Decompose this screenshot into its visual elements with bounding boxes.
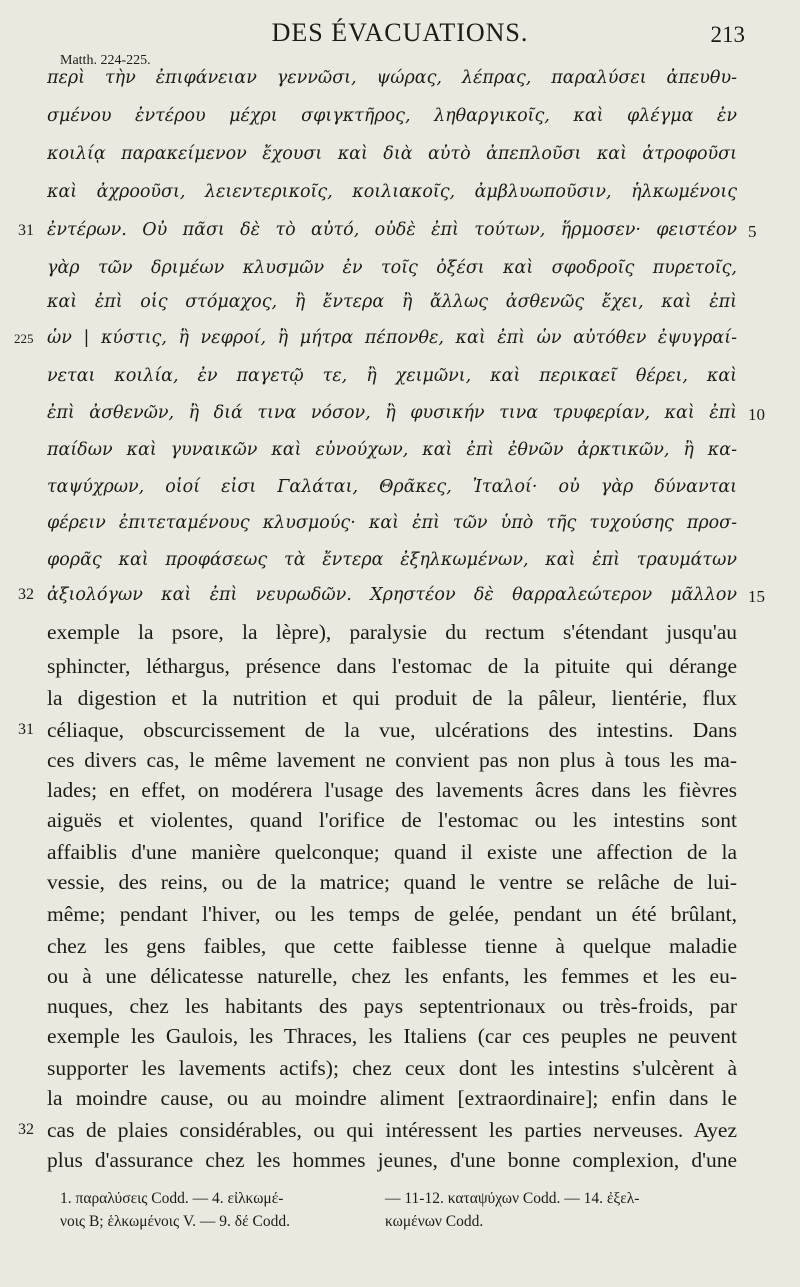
- french-line: vessie, des reins, ou de la matrice; quand le ventre se relâche de lui-: [47, 870, 737, 894]
- french-line: cas de plaies considérables, ou qui intéressent les parties nerveuses. Ayez: [47, 1118, 737, 1142]
- french-line: exemple les Gaulois, les Thraces, les Italiens (car ces peuples ne peuvent: [47, 1024, 737, 1048]
- page-number: 213: [710, 22, 745, 47]
- footnote-line: — 11-12. καταψύχων Codd. — 14. ἐξελ-: [385, 1190, 640, 1207]
- french-line: chez les gens faibles, que cette faiblesse tienne à quelque maladie: [47, 934, 737, 958]
- margin-line-number: 10: [748, 405, 765, 424]
- french-line: ou à une délicatesse naturelle, chez les enfants, les femmes et les eu-: [47, 964, 737, 988]
- greek-line: φορᾶς καὶ προφάσεως τὰ ἔντερα ἐξηλκωμένων, καὶ ἐπὶ τραυμάτων: [47, 550, 737, 570]
- greek-line: παίδων καὶ γυναικῶν καὶ εὐνούχων, καὶ ἐπὶ ἐθνῶν ἀρκτικῶν, ἢ κα-: [47, 440, 737, 460]
- greek-line: περὶ τὴν ἐπιφάνειαν γεννῶσι, ψώρας, λέπρας, παραλύσει ἀπευθυ-: [47, 68, 737, 88]
- french-line: nuques, chez les habitants des pays septentrionaux ou très-froids, par: [47, 994, 737, 1018]
- edition-reference: Matth. 224-225.: [60, 53, 151, 68]
- greek-line: ἐπὶ ἀσθενῶν, ἢ διά τινα νόσον, ἢ φυσικήν τινα τρυφερίαν, καὶ ἐπὶ: [47, 403, 737, 423]
- greek-line: καὶ ἀχροοῦσι, λειεντερικοῖς, κοιλιακοῖς, ἀμβλυωποῦσιν, ἡλκωμένοις: [47, 182, 737, 202]
- greek-line: γὰρ τῶν δριμέων κλυσμῶν ἐν τοῖς ὀξέσι καὶ σφοδροῖς πυρετοῖς,: [47, 258, 737, 278]
- french-line: lades; en effet, on modérera l'usage des lavements âcres dans les fièvres: [47, 778, 737, 802]
- french-line: aiguës et violentes, quand l'orifice de l'estomac ou les intestins sont: [47, 808, 737, 832]
- margin-page-number: 225: [14, 331, 34, 346]
- french-line: affaiblis d'une manière quelconque; quand il existe une affection de la: [47, 840, 737, 864]
- footnote-line: 1. παραλύσεις Codd. — 4. εἰλκωμέ-: [60, 1190, 284, 1207]
- greek-line: κοιλίᾳ παρακείμενον ἔχουσι καὶ διὰ αὐτὸ ἀπεπλοῦσι καὶ ἀτροφοῦσι: [47, 144, 737, 164]
- greek-line: φέρειν ἐπιτεταμένους κλυσμούς· καὶ ἐπὶ τῶν ὑπὸ τῆς τυχούσης προσ-: [47, 513, 737, 533]
- footnote-line: κωμένων Codd.: [385, 1213, 484, 1230]
- page-title: DES ÉVACUATIONS.: [271, 18, 529, 47]
- french-line: la moindre cause, ou au moindre aliment [extraordinaire]; enfin dans le: [47, 1086, 737, 1110]
- margin-line-number: 15: [748, 587, 765, 606]
- greek-line: σμένου ἐντέρου μέχρι σφιγκτῆρος, ληθαργικοῖς, καὶ φλέγμα ἐν: [47, 106, 737, 126]
- greek-line: ἐντέρων. Οὐ πᾶσι δὲ τὸ αὐτό, οὐδὲ ἐπὶ τούτων, ἥρμοσεν· φειστέον: [47, 220, 737, 240]
- french-line: supporter les lavements actifs); chez ceux dont les intestins s'ulcèrent à: [47, 1056, 737, 1080]
- greek-line: ταψύχρων, οἷοί εἰσι Γαλάται, Θρᾶκες, Ἰταλοί· οὐ γὰρ δύνανται: [47, 477, 737, 497]
- french-line: ces divers cas, le même lavement ne convient pas non plus à tous les ma-: [47, 748, 737, 772]
- french-line: plus d'assurance chez les hommes jeunes, d'une bonne complexion, d'une: [47, 1148, 737, 1172]
- french-line: même; pendant l'hiver, ou les temps de gelée, pendant un été brûlant,: [47, 902, 737, 926]
- margin-section-number: 31: [18, 721, 34, 738]
- french-line: sphincter, léthargus, présence dans l'estomac de la pituite qui dérange: [47, 654, 737, 678]
- margin-section-number: 32: [18, 1121, 34, 1138]
- greek-line: καὶ ἐπὶ οἷς στόμαχος, ἢ ἔντερα ἢ ἄλλως ἀσθενῶς ἔχει, καὶ ἐπὶ: [47, 292, 737, 312]
- greek-line: νεται κοιλία, ἐν παγετῷ τε, ἢ χειμῶνι, καὶ περικαεῖ θέρει, καὶ: [47, 366, 737, 386]
- french-line: la digestion et la nutrition et qui produit de la pâleur, lientérie, flux: [47, 686, 737, 710]
- french-line: exemple la psore, la lèpre), paralysie du rectum s'étendant jusqu'au: [47, 620, 737, 644]
- greek-line: ὧν | κύστις, ἢ νεφροί, ἢ μήτρα πέπονθε, καὶ ἐπὶ ὧν αὐτόθεν ἐψυγραί-: [47, 328, 737, 348]
- margin-section-number: 32: [18, 586, 34, 603]
- greek-line: ἀξιολόγων καὶ ἐπὶ νευρωδῶν. Χρηστέον δὲ θαρραλεώτερον μᾶλλον: [47, 585, 737, 605]
- footnote-line: νοις B; ἑλκωμένοις V. — 9. δέ Codd.: [60, 1213, 290, 1230]
- french-line: céliaque, obscurcissement de la vue, ulcérations des intestins. Dans: [47, 718, 737, 742]
- margin-line-number: 5: [748, 222, 757, 241]
- margin-section-number: 31: [18, 222, 34, 239]
